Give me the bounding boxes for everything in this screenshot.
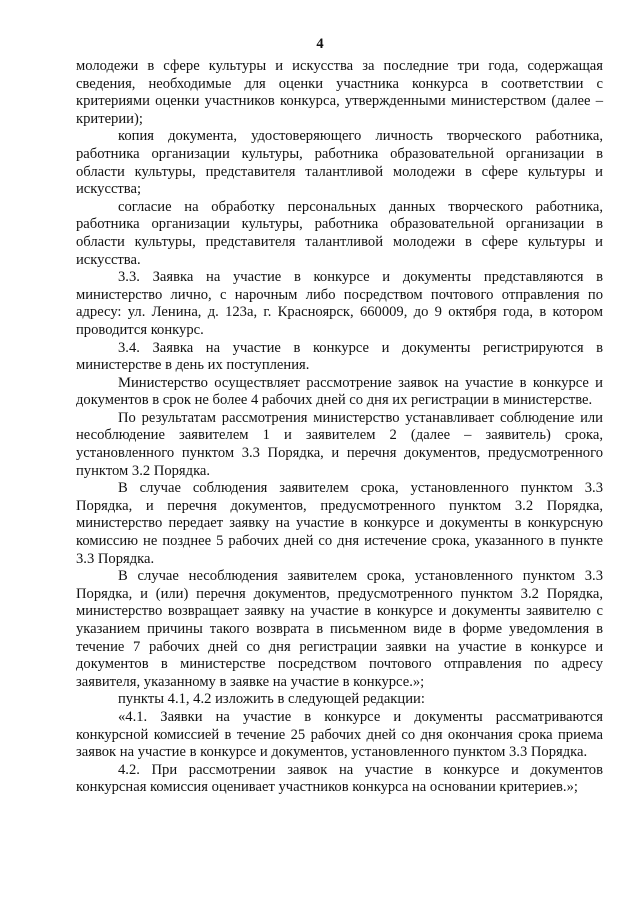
paragraph-review-results: По результатам рассмотрения министерство устанавливает соблюдение или несоблюдение заявителем 1 и заявителем 2 (далее – заявитель) срока, установленного пунктом 3.3 Порядка, и перечня документов, предусмотренного пунктом 3.2 Порядка. bbox=[76, 409, 603, 479]
paragraph-4-2: 4.2. При рассмотрении заявок на участие в конкурсе и документов конкурсная комиссия оценивает участников конкурса на основании критериев.»; bbox=[76, 761, 603, 796]
paragraph-3-3: 3.3. Заявка на участие в конкурсе и документы представляются в министерство лично, с нарочным либо посредством почтового отправления по адресу: ул. Ленина, д. 123а, г. Красноярск, 660009, до 9 октября года, в котором проводится конкурс. bbox=[76, 269, 603, 338]
paragraph-continuation: молодежи в сфере культуры и искусства за последние три года, содержащая сведения, необходимые для оценки участника конкурса в соответствии с критериями оценки участников конкурса, утвержденными министерством (далее – критерии); bbox=[76, 58, 603, 127]
page-number: 4 bbox=[316, 36, 324, 52]
document-body bbox=[76, 58, 603, 797]
paragraph-amend-4-1-4-2: пункты 4.1, 4.2 изложить в следующей редакции: bbox=[118, 691, 425, 708]
paragraph-noncompliance: В случае несоблюдения заявителем срока, установленного пунктом 3.3 Порядка, и (или) перечня документов, предусмотренного пунктом 3.2 Порядка, министерство возвращает заявку на участие в конкурсе и документы заявителю с указанием причины такого возврата в письменном виде в форме уведомления в течение 7 рабочих дней со дня регистрации заявки на участие в конкурсе и документов в министерстве посредством почтового отправления по адресу заявителя, указанному в заявке на участие в конкурсе.»; bbox=[76, 568, 603, 690]
paragraph-3-4: 3.4. Заявка на участие в конкурсе и документы регистрируются в министерстве в день их поступления. bbox=[76, 339, 603, 374]
paragraph-review-term: Министерство осуществляет рассмотрение заявок на участие в конкурсе и документов в срок не более 4 рабочих дней со дня их регистрации в министерстве. bbox=[76, 374, 603, 409]
paragraph-identity-document: копия документа, удостоверяющего личность творческого работника, работника организации культуры, работника образовательной организации в области культуры, представителя талантливой молодежи в сфере культуры и искусства; bbox=[76, 128, 603, 198]
paragraph-compliance: В случае соблюдения заявителем срока, установленного пунктом 3.3 Порядка, и перечня документов, предусмотренного пунктом 3.2 Порядка, министерство передает заявку на участие в конкурсе и документы в конкурсную комиссию не позднее 5 рабочих дней со дня истечение срока, указанного в пункте 3.3 Порядка. bbox=[76, 480, 603, 567]
paragraph-personal-data-consent: согласие на обработку персональных данных творческого работника, работника организации культуры, работника образовательной организации в области культуры, представителя талантливой молодежи в сфере культуры и искусства. bbox=[76, 198, 603, 268]
paragraph-4-1: «4.1. Заявки на участие в конкурсе и документы рассматриваются конкурсной комиссией в течение 25 рабочих дней со дня окончания срока приема заявок на участие в конкурсе и документов, установленного пунктом 3.3 Порядка. bbox=[76, 708, 603, 761]
